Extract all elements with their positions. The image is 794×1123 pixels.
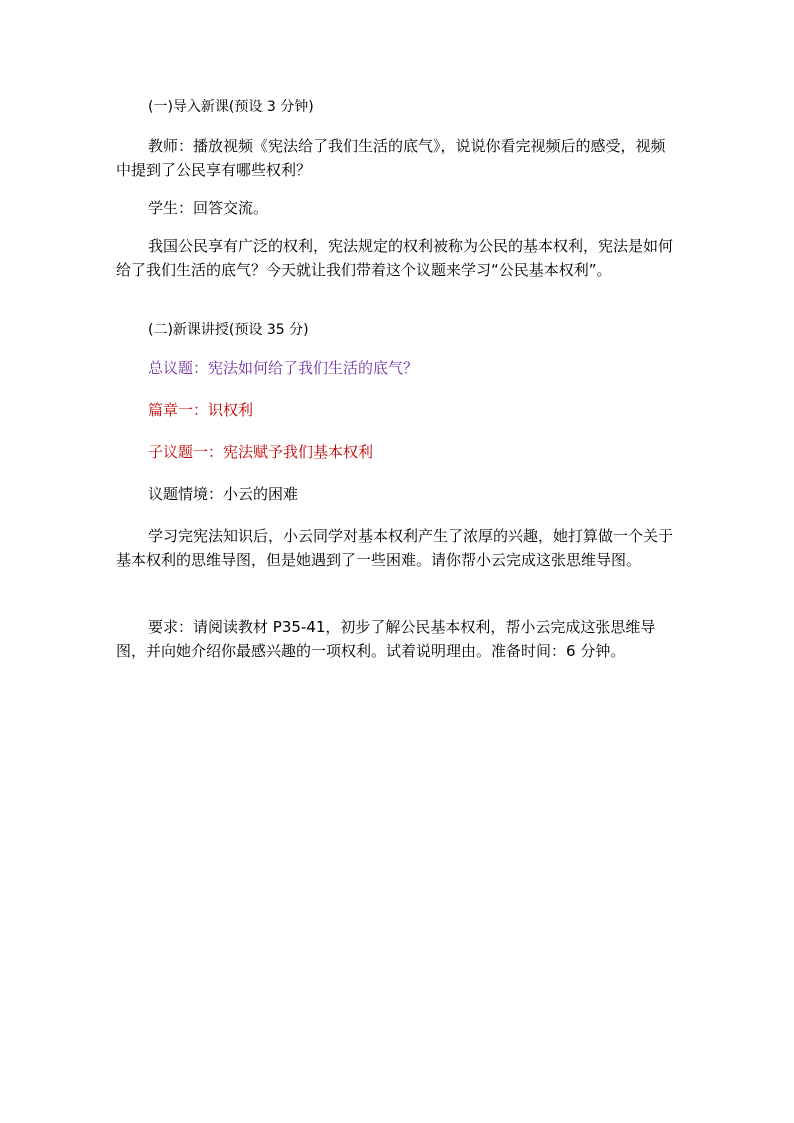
main-topic: 总议题：宪法如何给了我们生活的底气？ <box>148 359 419 377</box>
paragraph-teacher: 教师：播放视频《宪法给了我们生活的底气》，说说你看完视频后的感受，视频中提到了公民享有哪些权利？ <box>116 137 666 179</box>
paragraph-intro: 我国公民享有广泛的权利，宪法规定的权利被称为公民的基本权利，宪法是如何给了我们生活的底气？今天就让我们带着这个议题来学习“公民基本权利”。 <box>116 237 674 279</box>
paragraph-requirement: 要求：请阅读教材 P35-41，初步了解公民基本权利，帮小云完成这张思维导图，并向她介绍你最感兴趣的一项权利。试着说明理由。准备时间：6 分钟。 <box>116 618 656 660</box>
chapter-title: 篇章一：识权利 <box>148 401 254 419</box>
paragraph-scenario: 学习完宪法知识后，小云同学对基本权利产生了浓厚的兴趣，她打算做一个关于基本权利的思维导图，但是她遇到了一些困难。请你帮小云完成这张思维导图。 <box>116 527 674 569</box>
paragraph-student: 学生：回答交流。 <box>148 199 269 217</box>
section-title-intro: (一)导入新课(预设 3 分钟) <box>148 99 314 115</box>
subtopic-title: 子议题一：宪法赋予我们基本权利 <box>148 443 374 461</box>
scenario-title: 议题情境：小云的困难 <box>148 485 299 503</box>
section-title-lecture: (二)新课讲授(预设 35 分) <box>148 322 309 338</box>
